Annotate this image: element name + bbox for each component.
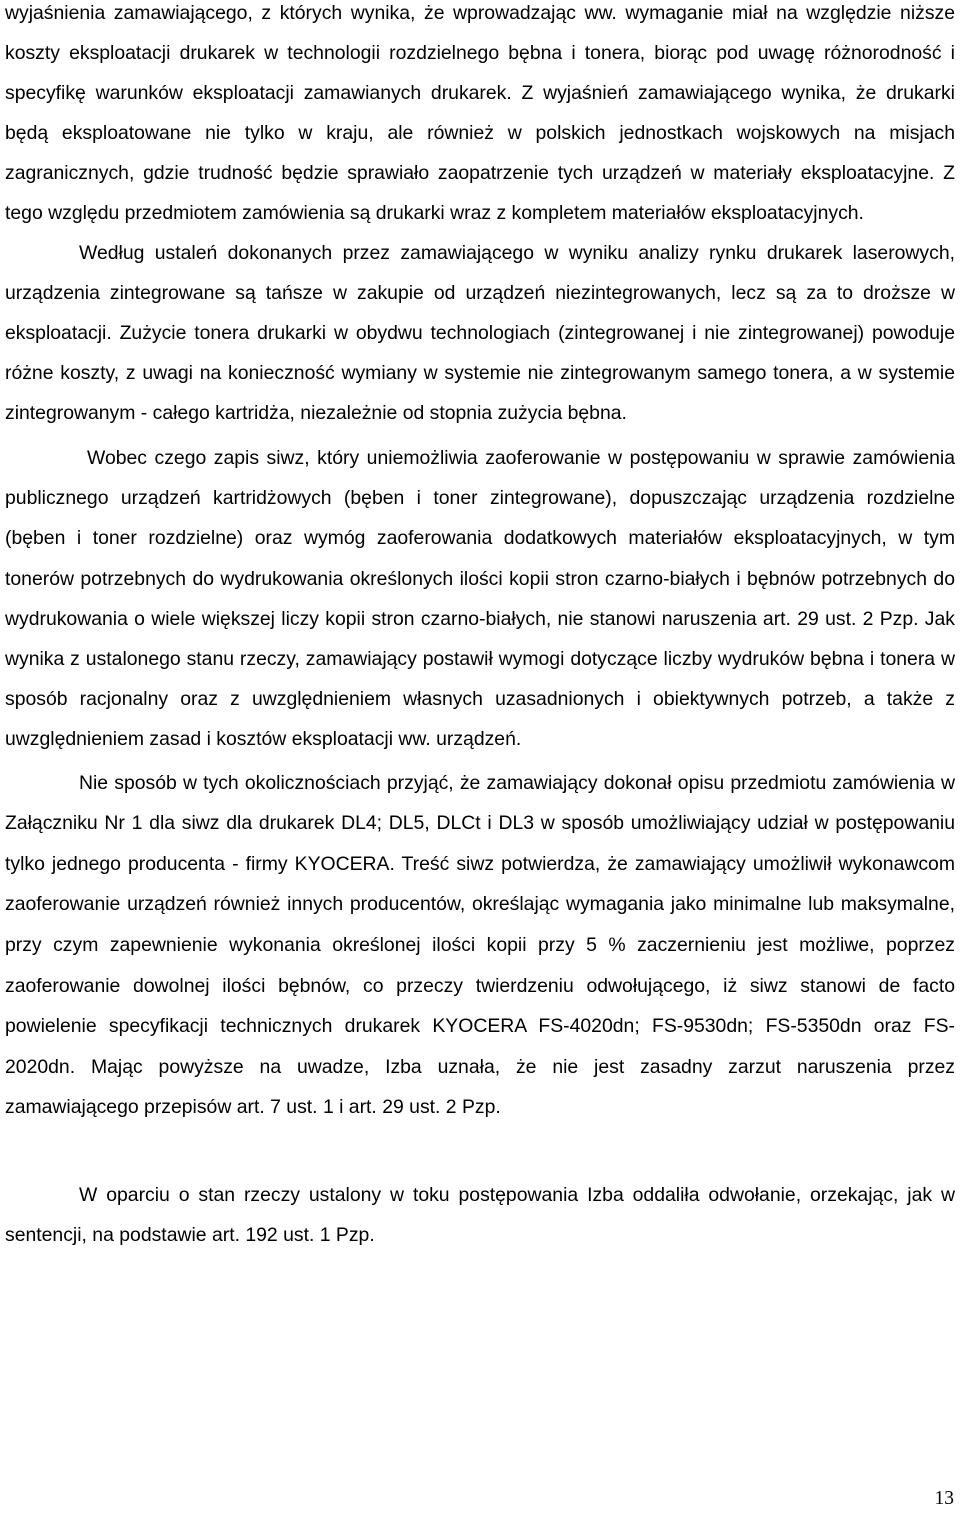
document-page (5, 0, 955, 1255)
page-number: 13 (934, 1488, 954, 1509)
paragraph-market-analysis: Według ustaleń dokonanych przez zamawiającego w wyniku analizy rynku drukarek laserowych, urządzenia zintegrowane są tańsze w zakupie od urządzeń niezintegrowanych, lecz są za to droższe w eksploatacji. Zużycie tonera drukarki w obydwu technologiach (zintegrowanej i nie zintegrowanej) powoduje różne koszty, z uwagi na konieczność wymiany w systemie nie zintegrowanym samego tonera, a w systemie zintegrowanym - całego kartridża, niezależnie od stopnia zużycia bębna. (5, 242, 955, 424)
paragraph-decision: W oparciu o stan rzeczy ustalony w toku postępowania Izba oddaliła odwołanie, orzekając, jak w sentencji, na podstawie art. 192 ust. 1 Pzp. (5, 1183, 955, 1246)
paragraph-continuation: wyjaśnienia zamawiającego, z których wynika, że wprowadzając ww. wymaganie miał na względzie niższe koszty eksploatacji drukarek w technologii rozdzielnego bębna i tonera, biorąc pod uwagę różnorodność i specyfikę warunków eksploatacji zamawianych drukarek. Z wyjaśnień zamawiającego wynika, że drukarki będą eksploatowane nie tylko w kraju, ale również w polskich jednostkach wojskowych na misjach zagranicznych, gdzie trudność będzie sprawiało zaopatrzenie tych urządzeń w materiały eksploatacyjne. Z tego względu przedmiotem zamówienia są drukarki wraz z kompletem materiałów eksploatacyjnych. (5, 2, 955, 224)
paragraph-conclusion-siwz: Wobec czego zapis siwz, który uniemożliwia zaoferowanie w postępowaniu w sprawie zamówienia publicznego urządzeń kartridżowych (bęben i toner zintegrowane), dopuszczając urządzenia rozdzielne (bęben i toner rozdzielne) oraz wymóg zaoferowania dodatkowych materiałów eksploatacyjnych, w tym tonerów potrzebnych do wydrukowania określonych ilości kopii stron czarno-białych i bębnów potrzebnych do wydrukowania o wiele większej liczy kopii stron czarno-białych, nie stanowi naruszenia art. 29 ust. 2 Pzp. Jak wynika z ustalonego stanu rzeczy, zamawiający postawił wymogi dotyczące liczby wydruków bębna i tonera w sposób racjonalny oraz z uwzględnieniem własnych uzasadnionych i obiektywnych potrzeb, a także z uwzględnieniem zasad i kosztów eksploatacji ww. urządzeń. (5, 447, 955, 751)
paragraph-kyocera: Nie sposób w tych okolicznościach przyjąć, że zamawiający dokonał opisu przedmiotu zamówienia w Załączniku Nr 1 dla siwz dla drukarek DL4; DL5, DLCt i DL3 w sposób umożliwiający udział w postępowaniu tylko jednego producenta - firmy KYOCERA. Treść siwz potwierdza, że zamawiający umożliwił wykonawcom zaoferowanie urządzeń również innych producentów, określając wymagania jako minimalne lub maksymalne, przy czym zapewnienie wykonania określonej ilości kopii przy 5 % zaczernieniu jest możliwe, poprzez zaoferowanie dowolnej ilości bębnów, co przeczy twierdzeniu odwołującego, iż siwz stanowi de facto powielenie specyfikacji technicznych drukarek KYOCERA FS-4020dn; FS-9530dn; FS-5350dn oraz FS-2020dn. Mając powyższe na uwadze, Izba uznała, że nie jest zasadny zarzut naruszenia przez zamawiającego przepisów art. 7 ust. 1 i art. 29 ust. 2 Pzp. (5, 771, 955, 1119)
